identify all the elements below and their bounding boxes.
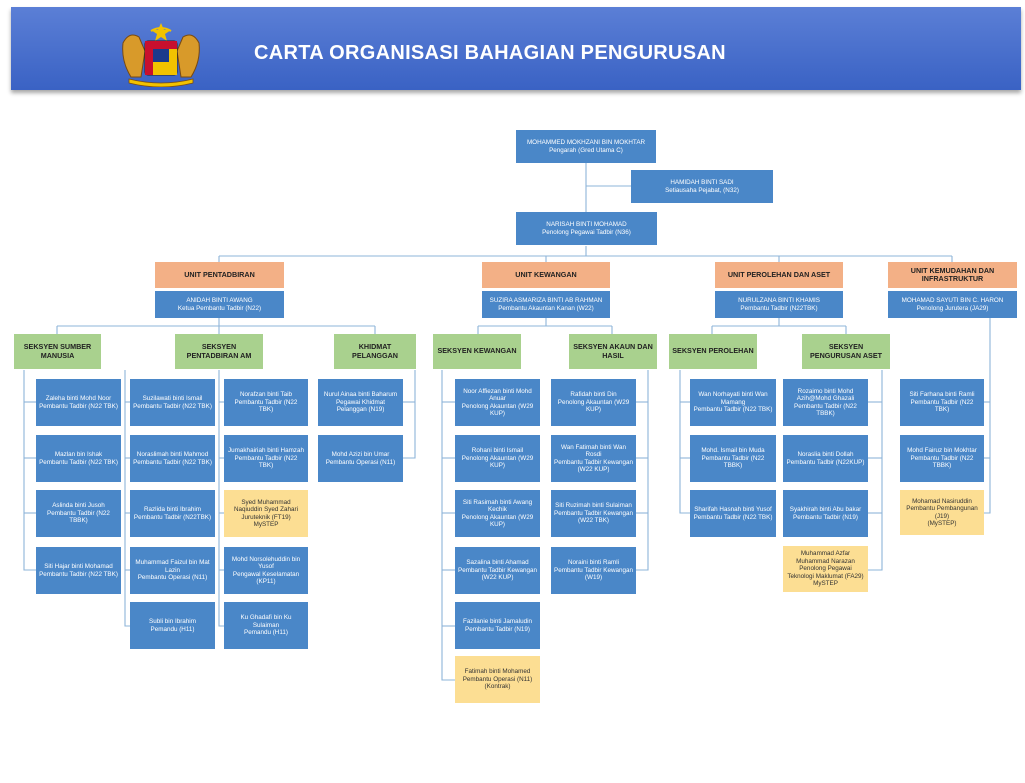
staff-box: Rafidah binti Din Penolong Akauntan (W29 KUP) (551, 379, 636, 426)
person-name: ANIDAH BINTI AWANG (186, 297, 253, 305)
staff-box: Syakhirah binti Abu bakar Pembantu Tadbir (N19) (783, 490, 868, 537)
unit-kemudahan-title: UNIT KEMUDAHAN DAN INFRASTRUKTUR (888, 262, 1017, 288)
staff-box: Suzilawati binti Ismail Pembantu Tadbir (N22 TBK) (130, 379, 215, 426)
section-pengurusan-aset: SEKSYEN PENGURUSAN ASET (802, 334, 890, 369)
section-sumber-manusia: SEKSYEN SUMBER MANUSIA (14, 334, 101, 369)
staff-box: Mohd Fairuz bin Mokhtar Pembantu Tadbir (N22 TBBK) (900, 435, 984, 482)
person-name: MOHAMAD SAYUTI BIN C. HARON (901, 297, 1004, 305)
person-name: SUZIRA ASMARIZA BINTI AB RAHMAN (489, 297, 603, 305)
person-role: Pembantu Akauntan Kanan (W22) (498, 304, 594, 312)
secretary-box (631, 170, 773, 203)
section-kewangan: SEKSYEN KEWANGAN (433, 334, 521, 369)
person-name: HAMIDAH BINTI SADI (670, 179, 734, 187)
staff-box: Siti Hajar binti Mohamad Pembantu Tadbir (N22 TBK) (36, 547, 121, 594)
staff-box: Noraini binti Ramli Pembantu Tadbir Kewangan (W19) (551, 547, 636, 594)
section-perolehan: SEKSYEN PEROLEHAN (669, 334, 757, 369)
staff-box: Razlida binti Ibrahim Pembantu Tadbir (N22TBK) (130, 490, 215, 537)
section-khidmat-pelanggan: KHIDMAT PELANGGAN (334, 334, 416, 369)
staff-box: Norafzan binti Taib Pembantu Tadbir (N22 TBK) (224, 379, 308, 426)
assistant-officer-box (516, 212, 657, 245)
staff-box: Fazilanie binti Jamaludin Pembantu Tadbir (N19) (455, 602, 540, 649)
person-role: Ketua Pembantu Tadbir (N22) (177, 304, 262, 312)
staff-box: Muhammad Faizul bin Mat Lazin Pembantu Operasi (N11) (130, 547, 215, 594)
person-role: Pembantu Tadbir (N22TBK) (740, 304, 818, 312)
person-role: Penolong Pegawai Tadbir (N36) (542, 228, 631, 236)
person-role: Setiausaha Pejabat, (N32) (665, 186, 739, 194)
director-box (516, 130, 656, 163)
unit-kemudahan-head (888, 291, 1017, 318)
staff-box: Sharifah Hasnah binti Yusof Pembantu Tadbir (N22 TBK) (690, 490, 776, 537)
staff-box: Mazlan bin Ishak Pembantu Tadbir (N22 TBK) (36, 435, 121, 482)
staff-box-contract: Syed Muhammad Naqiuddin Syed Zahari Juruteknik (FT19) MySTEP (224, 490, 308, 537)
person-name: NURULZANA BINTI KHAMIS (738, 297, 820, 305)
unit-kewangan-head (482, 291, 610, 318)
staff-box: Subli bin Ibrahim Pemandu (H11) (130, 602, 215, 649)
unit-pentadbiran-head (155, 291, 284, 318)
staff-box: Jumakhairiah binti Hamzah Pembantu Tadbir (N22 TBK) (224, 435, 308, 482)
staff-box: Mohd. Ismail bin Muda Pembantu Tadbir (N22 TBBK) (690, 435, 776, 482)
staff-box: Rohani binti Ismail Penolong Akauntan (W29 KUP) (455, 435, 540, 482)
unit-kewangan-title: UNIT KEWANGAN (482, 262, 610, 288)
staff-box: Noraslimah binti Mahmod Pembantu Tadbir (N22 TBK) (130, 435, 215, 482)
staff-box: Noor Affiezan binti Mohd Anuar Penolong Akauntan (W29 KUP) (455, 379, 540, 426)
staff-box: Aslinda binti Jusoh Pembantu Tadbir (N22 TBBK) (36, 490, 121, 537)
staff-box: Sazalina binti Ahamad Pembantu Tadbir Kewangan (W22 KUP) (455, 547, 540, 594)
person-role: Penolong Jurutera (JA29) (916, 304, 989, 312)
person-name: MOHAMMED MOKHZANI BIN MOKHTAR (526, 139, 646, 147)
staff-box: Noraslia binti Dollah Pembantu Tadbir (N22KUP) (783, 435, 868, 482)
staff-box: Zaleha binti Mohd Noor Pembantu Tadbir (N22 TBK) (36, 379, 121, 426)
page-title: CARTA ORGANISASI BAHAGIAN PENGURUSAN (254, 42, 726, 64)
staff-box: Siti Ruzimah binti Sulaiman Pembantu Tadbir Kewangan (W22 TBK) (551, 490, 636, 537)
staff-box: Siti Farhana binti Ramli Pembantu Tadbir (N22 TBK) (900, 379, 984, 426)
unit-perolehan-title: UNIT PEROLEHAN DAN ASET (715, 262, 843, 288)
person-role: Pengarah (Gred Utama C) (549, 146, 623, 154)
staff-box: Mohd Azizi bin Umar Pembantu Operasi (N11) (318, 435, 403, 482)
staff-box: Ku Ghadafi bin Ku Sulaiman Pemandu (H11) (224, 602, 308, 649)
unit-pentadbiran-title: UNIT PENTADBIRAN (155, 262, 284, 288)
unit-perolehan-head (715, 291, 843, 318)
staff-box-contract: Mohamad Nasiruddin Pembantu Pembangunan (J19) (MySTEP) (900, 490, 984, 535)
person-name: NARISAH BINTI MOHAMAD (546, 221, 627, 229)
staff-box-contract: Fatimah binti Mohamed Pembantu Operasi (N11) (Kontrak) (455, 656, 540, 703)
staff-box: Mohd Norsolehuddin bin Yusof Pengawal Keselamatan (KP11) (224, 547, 308, 594)
staff-box-contract: Muhammad Azfar Muhammad Narazan Penolong Pegawai Teknologi Maklumat (FA29) MySTEP (783, 546, 868, 592)
section-akaun-hasil: SEKSYEN AKAUN DAN HASIL (569, 334, 657, 369)
staff-box: Nurul Ainaa binti Baharum Pegawai Khidmat Pelanggan (N19) (318, 379, 403, 426)
section-pentadbiran-am: SEKSYEN PENTADBIRAN AM (175, 334, 263, 369)
staff-box: Wan Norhayati binti Wan Mamang Pembantu Tadbir (N22 TBK) (690, 379, 776, 426)
staff-box: Wan Fatimah binti Wan Rosdi Pembantu Tadbir Kewangan (W22 KUP) (551, 435, 636, 482)
staff-box: Rozaimo binti Mohd Azih@Mohd Ghazali Pembantu Tadbir (N22 TBBK) (783, 379, 868, 426)
staff-box: Siti Rasimah binti Awang Kechik Penolong Akauntan (W29 KUP) (455, 490, 540, 537)
